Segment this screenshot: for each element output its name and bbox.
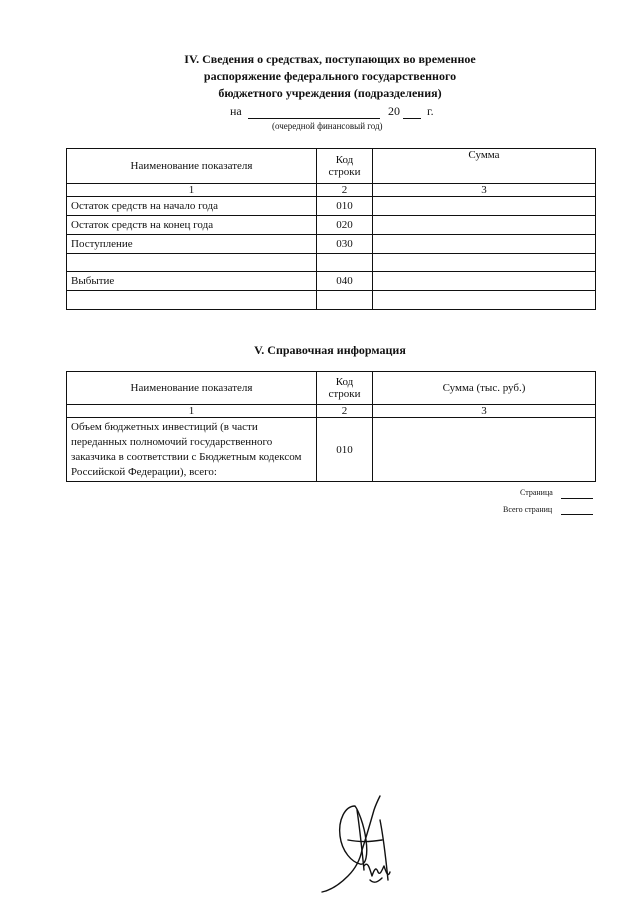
table-numbering-row [67, 184, 596, 197]
row-sum-cell [373, 291, 596, 310]
row-code-cell [317, 254, 373, 272]
header-row-code: Код строки [317, 149, 373, 184]
section-4-title-line: распоряжение федерального государственного [203, 69, 457, 83]
numbering-cell: 2 [317, 184, 373, 197]
reference-table [66, 371, 596, 482]
row-code-cell [317, 291, 373, 310]
period-caption: (очередной финансовый год) [272, 121, 383, 131]
numbering-cell: 3 [373, 405, 596, 418]
year-blank-line [403, 118, 421, 119]
funds-table [66, 148, 596, 310]
period-row [230, 104, 450, 120]
table-header-row [67, 372, 596, 405]
row-sum-cell [373, 418, 596, 482]
page-number-blank [561, 498, 593, 499]
row-code-cell: 010 [317, 197, 373, 216]
header-sum: Сумма [373, 149, 596, 184]
numbering-cell: 1 [67, 405, 317, 418]
row-code-cell: 010 [317, 418, 373, 482]
header-indicator-name: Наименование показателя [67, 149, 317, 184]
row-name-cell: Объем бюджетных инвестиций (в части переданных полномочий государственного заказчика в соответствии с Бюджетным кодексом Российской Федерации), всего: [67, 418, 317, 482]
total-pages-blank [561, 514, 593, 515]
table-row [67, 291, 596, 310]
header-indicator-name: Наименование показателя [67, 372, 317, 405]
row-name-cell [67, 291, 317, 310]
header-sum: Сумма (тыс. руб.) [373, 372, 596, 405]
total-pages-label: Всего страниц [503, 505, 553, 514]
row-name-cell: Поступление [67, 235, 317, 254]
year-label: 20 [388, 104, 400, 118]
table-row [67, 418, 596, 482]
section-4-title-line: IV. Сведения о средствах, поступающих во временное [184, 52, 476, 66]
table-row [67, 197, 596, 216]
row-name-cell: Остаток средств на конец года [67, 216, 317, 235]
row-name-cell: Выбытие [67, 272, 317, 291]
section-5-title: V. Справочная информация [254, 343, 406, 357]
na-label: на [230, 104, 242, 118]
row-sum-cell [373, 254, 596, 272]
numbering-cell: 2 [317, 405, 373, 418]
row-sum-cell [373, 216, 596, 235]
table-row [67, 254, 596, 272]
table-row [67, 216, 596, 235]
period-blank-line [248, 118, 380, 119]
table-numbering-row [67, 405, 596, 418]
table-row [67, 235, 596, 254]
section-4-title [130, 51, 530, 102]
header-row-code: Код строки [317, 372, 373, 405]
table-header-row [67, 149, 596, 184]
year-suffix: г. [427, 104, 434, 118]
numbering-cell: 3 [373, 184, 596, 197]
table-row [67, 272, 596, 291]
row-code-cell: 030 [317, 235, 373, 254]
row-sum-cell [373, 197, 596, 216]
row-sum-cell [373, 235, 596, 254]
signature-graphic [300, 780, 420, 900]
section-4-title-line: бюджетного учреждения (подразделения) [218, 86, 442, 100]
row-name-cell: Остаток средств на начало года [67, 197, 317, 216]
page-label: Страница [520, 488, 553, 497]
row-code-cell: 040 [317, 272, 373, 291]
row-sum-cell [373, 272, 596, 291]
row-name-cell [67, 254, 317, 272]
row-code-cell: 020 [317, 216, 373, 235]
numbering-cell: 1 [67, 184, 317, 197]
